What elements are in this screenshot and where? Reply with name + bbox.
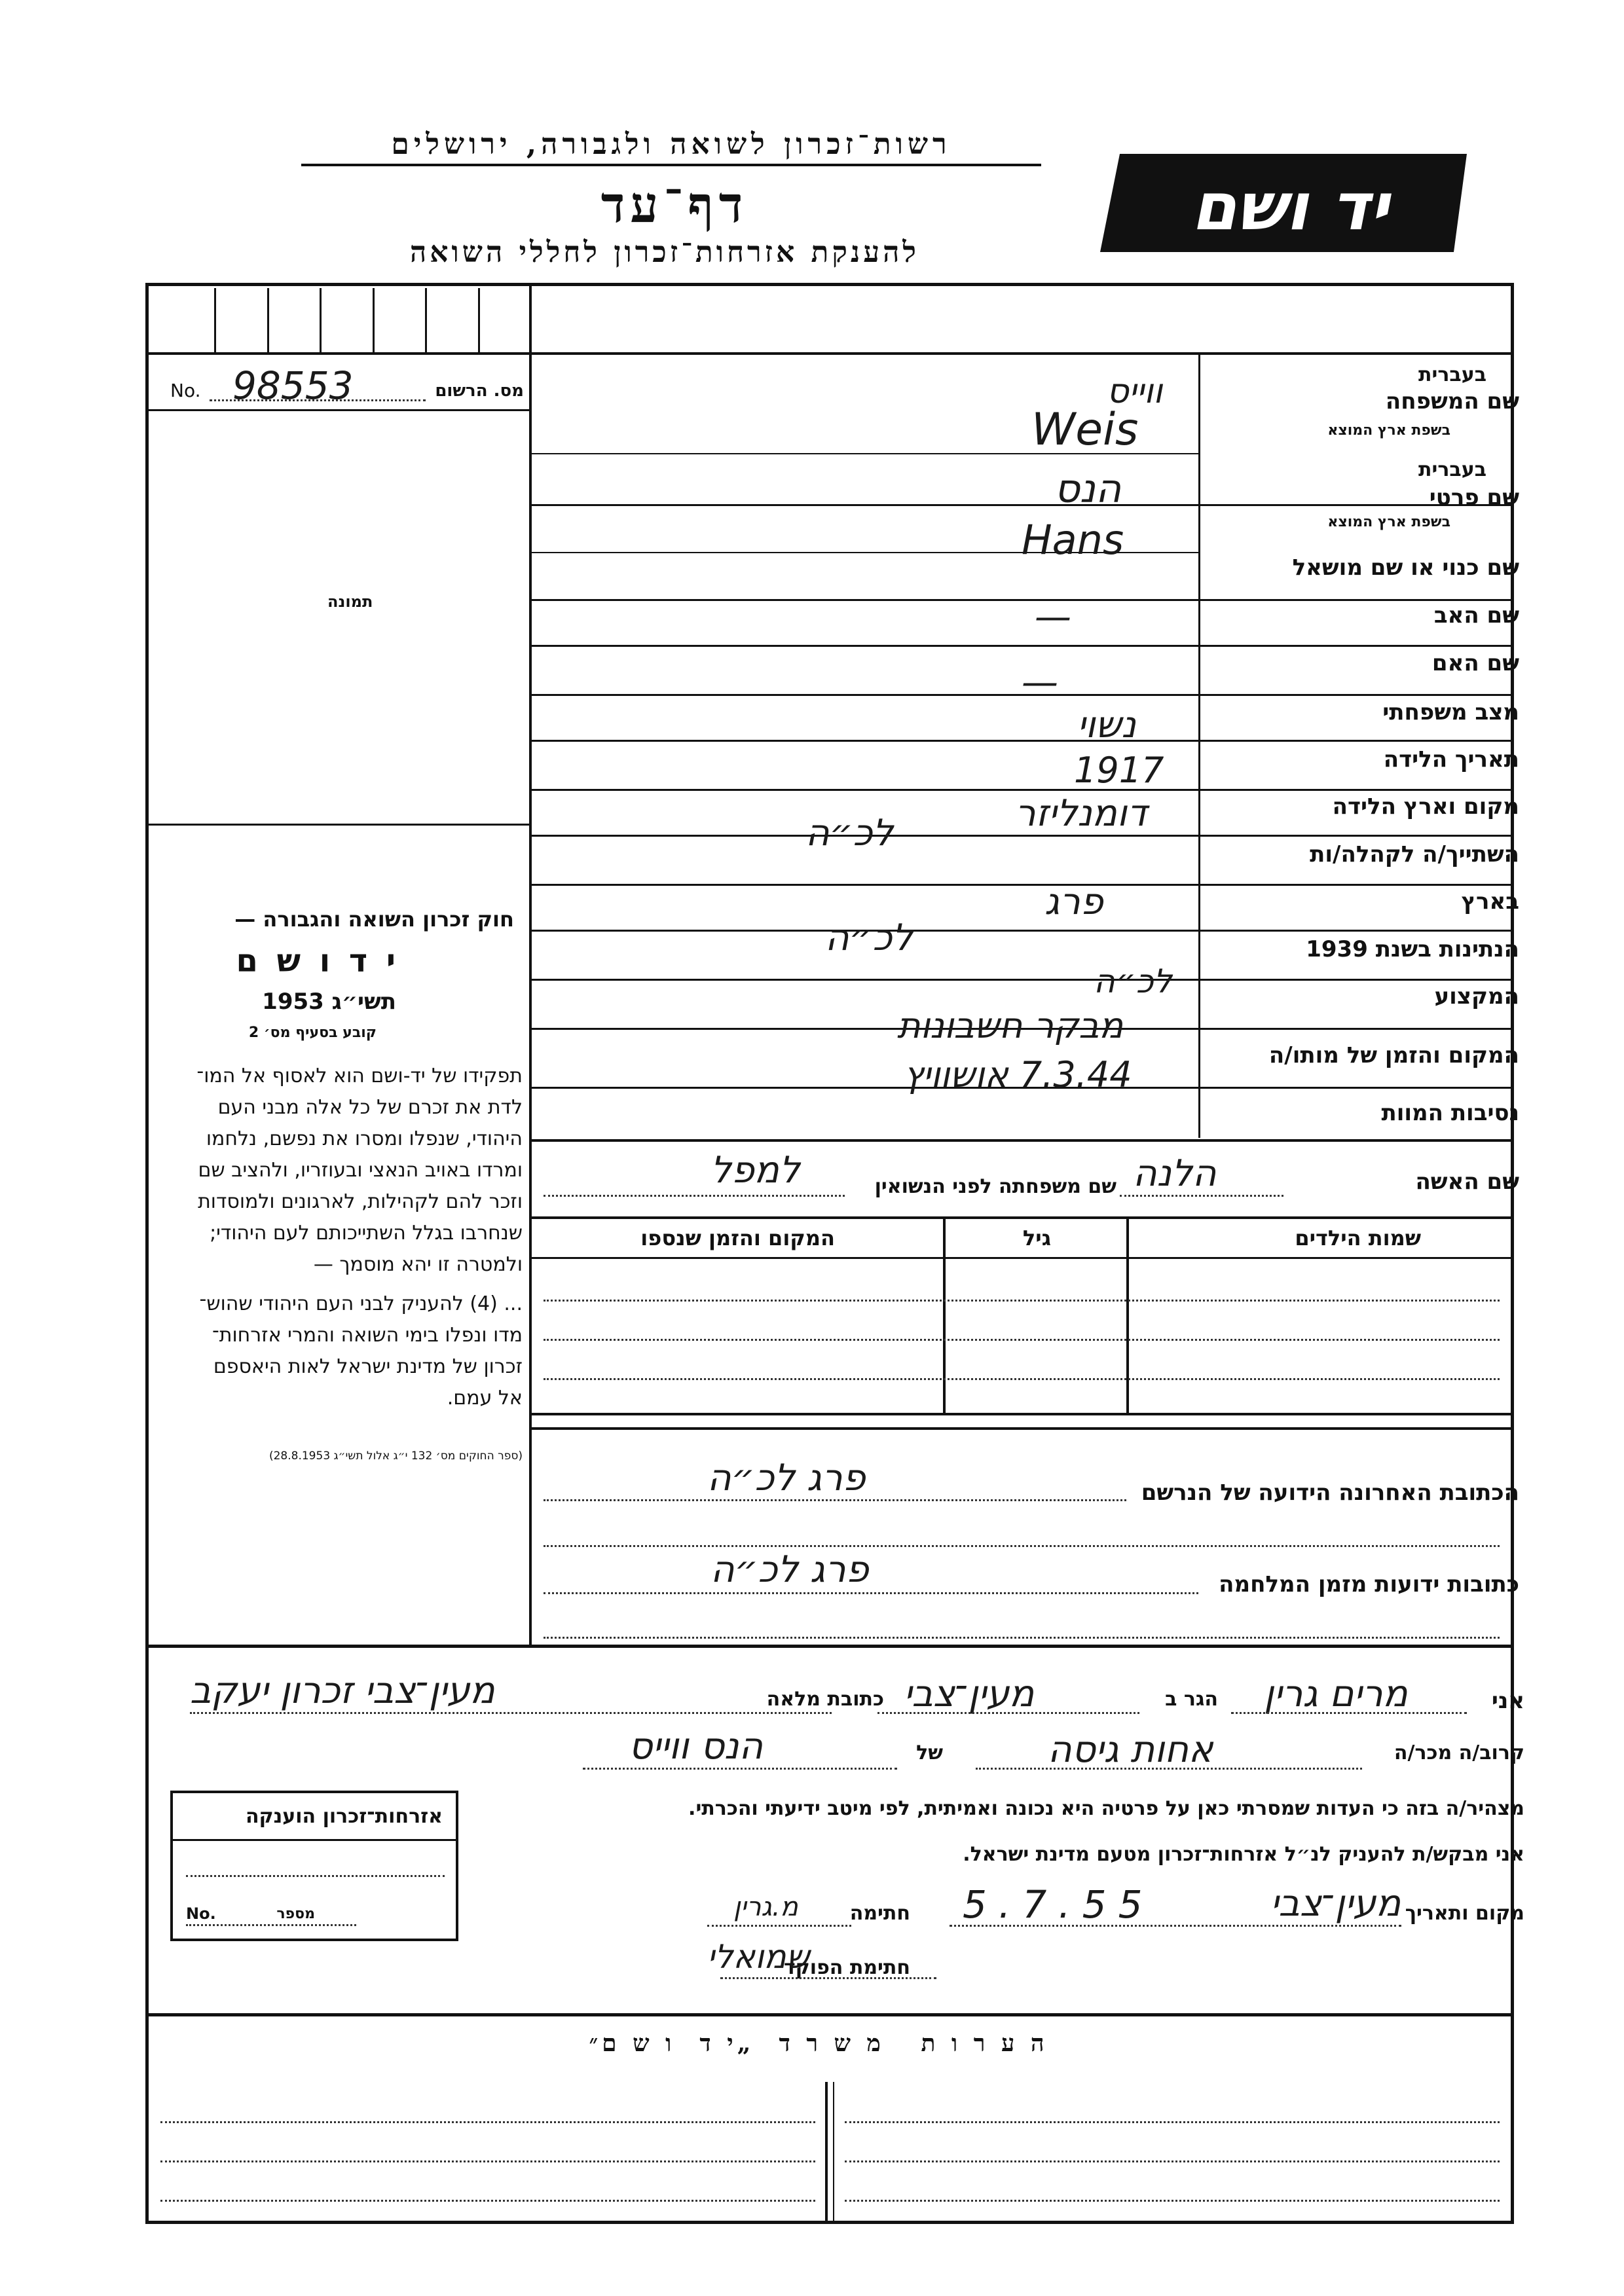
field-first-name-sub-he: בעברית bbox=[1418, 458, 1486, 481]
signature-value: מ.גרין bbox=[733, 1892, 798, 1922]
first-name-hebrew: הנס bbox=[1054, 466, 1122, 512]
law-year: תשי״ג 1953 bbox=[262, 989, 396, 1015]
children-header-death: המקום והזמן שנספו bbox=[640, 1226, 835, 1250]
last-address-label: הכתובת האחרונה הידועה של הנרשם bbox=[1141, 1480, 1519, 1506]
law-line: ... (4) להעניק לבני העם היהודי שהוש־ bbox=[199, 1292, 523, 1315]
family-name-hebrew: ווייס bbox=[1107, 372, 1163, 411]
citizenship-number-label: מספר bbox=[276, 1906, 315, 1922]
of-value: הנס ווייס bbox=[629, 1725, 764, 1768]
relation-label: קרוב/ה מכר/ה bbox=[1393, 1741, 1524, 1764]
maiden-name-value: למפל bbox=[710, 1149, 800, 1192]
signature-label: חתימה bbox=[849, 1902, 910, 1925]
field-marital-label: מצב משפחתי bbox=[1382, 699, 1519, 725]
birth-date-value: 1917 bbox=[1074, 750, 1164, 791]
field-death-circumstances-label: נסיבות המוות bbox=[1381, 1100, 1519, 1126]
last-address-value: פרג לכ״ה bbox=[707, 1457, 866, 1499]
field-community-label: השתייך/ה לקהלה/ות bbox=[1310, 841, 1519, 867]
wartime-address-label: כתובות ידועות מזמן המלחמה bbox=[1219, 1571, 1519, 1597]
officer-signature-label: חתימת הפוקד bbox=[784, 1956, 910, 1979]
form-title: דף־עד bbox=[600, 175, 748, 234]
children-header-names: שמות הילדים bbox=[1295, 1226, 1421, 1250]
field-family-name-label: שם המשפחה bbox=[1385, 388, 1519, 414]
officer-signature-value: שמואלי bbox=[707, 1938, 810, 1976]
field-family-name-sub-he: בעברית bbox=[1418, 363, 1486, 386]
country-value: פרג bbox=[1044, 881, 1103, 923]
death-place-value: 7.3.44 אושוויץ bbox=[904, 1054, 1132, 1095]
law-line: תפקידו של יד-ושם הוא לאסוף אל המו־ bbox=[196, 1065, 523, 1087]
place-date-label: מקום ותאריך bbox=[1405, 1902, 1524, 1925]
death-profession-value: מבקר חשבונות bbox=[897, 1005, 1124, 1046]
mother-name-value: — bbox=[1022, 661, 1058, 704]
field-first-name-label: שם פרטי bbox=[1429, 484, 1519, 511]
field-mother-label: שם האם bbox=[1431, 650, 1519, 676]
yad-vashem-logo bbox=[1100, 154, 1467, 252]
children-header-age: גיל bbox=[1022, 1226, 1051, 1250]
declarant-resident-label: הגר ב bbox=[1165, 1688, 1218, 1711]
field-death-place-label: המקום והזמן של מותו/ה bbox=[1268, 1042, 1519, 1068]
registration-boxes bbox=[164, 288, 530, 352]
law-text bbox=[156, 1061, 523, 1472]
relation-value: אחות גיסה bbox=[1048, 1728, 1213, 1771]
law-line: היהודי, שנפלו ומסרו את נפשם, נלחמו bbox=[206, 1127, 523, 1150]
law-line: זכרון של מדינת ישראל לאות היאספם bbox=[213, 1355, 523, 1378]
maiden-name-label: שם משפחתה לפני הנשואין bbox=[874, 1175, 1116, 1198]
place-value: מעין־צבי bbox=[1270, 1882, 1401, 1925]
registration-prefix: No. bbox=[170, 380, 201, 401]
date-value: 5.7.55 bbox=[963, 1882, 1154, 1927]
declarant-name-value: מרים גרין bbox=[1264, 1673, 1408, 1715]
registration-label: מס. הרשום bbox=[435, 381, 524, 401]
registration-number: 98553 bbox=[232, 363, 354, 408]
law-section: קובע בסעיף מס׳ 2 bbox=[248, 1025, 377, 1041]
form-subtitle: להענקת אזרחות־זכרון לחללי השואה bbox=[409, 236, 919, 269]
community-value: לכ״ה bbox=[805, 812, 894, 854]
law-line: ומרדו באויב הנאצי ובעוזריו, ולהציב שם bbox=[198, 1159, 523, 1182]
wife-name-value: הלנה bbox=[1133, 1152, 1217, 1195]
father-name-value: — bbox=[1035, 596, 1071, 638]
authority-heading: רשות־זכרון לשואה ולגבורה, ירושלים bbox=[301, 128, 1041, 166]
law-reference: (ספר החוקים מס׳ 132 י״ג אלול תשי״ג 28.8.1953) bbox=[268, 1449, 523, 1463]
request-text: אני מבקש/ת להעניק לנ״ל אזרחות־זכרון מטעם מדינת ישראל. bbox=[963, 1843, 1524, 1866]
law-line: לדת את זכרם של כל אלה מבני העם bbox=[217, 1096, 523, 1119]
law-line: שנחרבו בגלל השתייכותם לעם היהודי; bbox=[210, 1222, 523, 1245]
declarant-resident-value: מעין־צבי bbox=[904, 1673, 1035, 1715]
law-name: י ד ו ש ם bbox=[236, 943, 399, 979]
field-father-label: שם האב bbox=[1433, 602, 1519, 629]
field-citizenship-label: הנתינות בשנת 1939 bbox=[1306, 936, 1519, 962]
wartime-address-value: פרג לכ״ה bbox=[710, 1548, 869, 1591]
field-first-name-sub-orig: בשפת ארץ המוצא bbox=[1327, 514, 1450, 530]
citizenship-value: לכ״ה bbox=[825, 917, 913, 959]
law-line: ולמטרה זו יהא מוסמך — bbox=[313, 1253, 523, 1276]
citizenship-box-title: אזרחות־זכרון הוענקה bbox=[245, 1805, 443, 1828]
wife-label: שם האשה bbox=[1415, 1169, 1519, 1195]
declarant-address-value: מעין־צבי זכרון יעקב bbox=[190, 1669, 495, 1712]
marital-status-value: נשוי bbox=[1077, 704, 1136, 746]
field-nickname-label: שם כנוי או שם מושאל bbox=[1292, 555, 1519, 581]
declarant-address-label: כתובת מלאה bbox=[766, 1688, 884, 1711]
photo-label: תמונה bbox=[327, 592, 373, 611]
remarks-heading: ה ע ר ו ת מ ש ר ד „י ד ו ש ם״ bbox=[589, 2030, 1048, 2057]
field-country-label: בארץ bbox=[1461, 888, 1519, 915]
field-birthdate-label: תאריך הלידה bbox=[1383, 746, 1519, 773]
declaration-text: מצהיר/ה בזה כי העדות שמסרתי כאן על פרטיה היא נכונה ואמיתית, לפי מיטב ידיעתי והכרתי. bbox=[688, 1797, 1524, 1820]
profession-value: לכ״ה bbox=[1094, 962, 1172, 1000]
svg-text:יד ושם: יד ושם bbox=[1191, 168, 1389, 245]
field-family-name-sub-orig: בשפת ארץ המוצא bbox=[1327, 422, 1450, 439]
law-line: מדו ונפלו בימי השואה והמרי אזרחות־ bbox=[212, 1324, 523, 1347]
field-birthplace-label: מקום וארץ הלידה bbox=[1332, 793, 1519, 820]
family-name-original: Weis bbox=[1031, 404, 1139, 456]
birth-place-value: דומנליזר bbox=[1015, 792, 1147, 835]
law-line: וזכר להם לקהילות, לארגונים ולמוסדות bbox=[198, 1190, 523, 1213]
law-line: אל עמם. bbox=[447, 1387, 523, 1410]
declarant-ani-label: אני bbox=[1491, 1688, 1524, 1714]
citizenship-granted-box bbox=[170, 1791, 458, 1941]
of-label: של bbox=[916, 1741, 943, 1764]
law-title: חוק זכרון השואה והגבורה — bbox=[234, 907, 514, 932]
citizenship-no-label: No. bbox=[186, 1904, 216, 1923]
first-name-original: Hans bbox=[1022, 516, 1124, 564]
registration-field bbox=[170, 363, 524, 408]
field-profession-label: המקצוע bbox=[1434, 983, 1519, 1010]
